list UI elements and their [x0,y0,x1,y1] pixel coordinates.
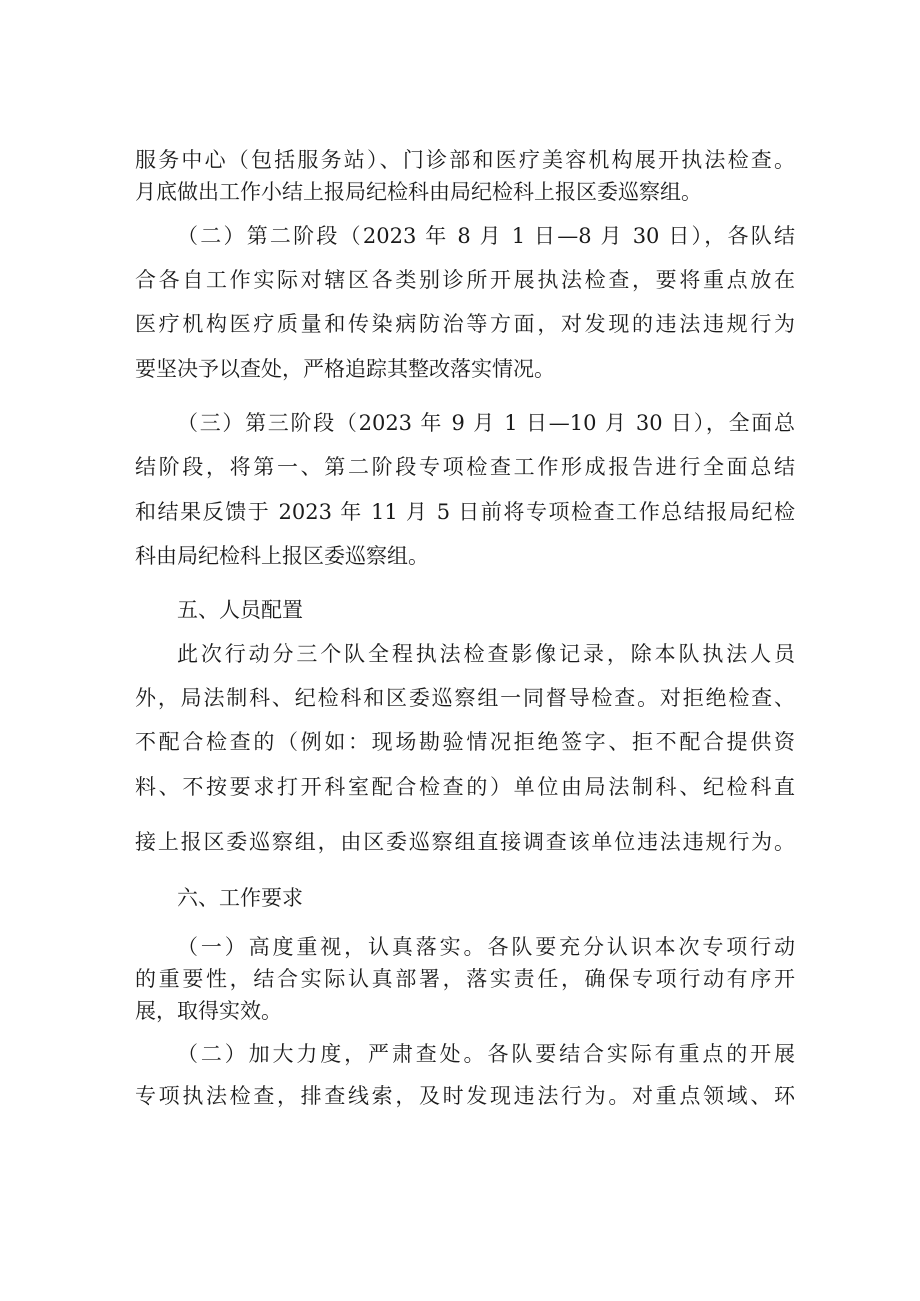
text-line: （一）高度重视，认真落实。各队要充分认识本次专项行动 [177,935,795,959]
text-line: （二）加大力度，严肃查处。各队要结合实际有重点的开展 [177,1042,795,1066]
section-heading: 六、工作要求 [177,886,303,910]
text-line: 服务中心（包括服务站）、门诊部和医疗美容机构展开执法检查。 [135,148,795,172]
text-line: 接上报区委巡察组，由区委巡察组直接调查该单位违法违规行为。 [135,830,795,854]
text-line: 要坚决予以查处，严格追踪其整改落实情况。 [135,357,555,381]
text-line: 月底做出工作小结上报局纪检科由局纪检科上报区委巡察组。 [135,180,702,204]
section-heading: 五、人员配置 [177,598,303,622]
text-line: 此次行动分三个队全程执法检查影像记录，除本队执法人员 [177,642,795,666]
text-line: （二）第二阶段（2023 年 8 月 1 日—8 月 30 日），各队结 [177,224,795,248]
text-line: 科由局纪检科上报区委巡察组。 [135,544,429,568]
text-line: 专项执法检查，排查线索，及时发现违法行为。对重点领域、环 [135,1084,795,1108]
text-line: 外，局法制科、纪检科和区委巡察组一同督导检查。对拒绝检查、 [135,686,795,710]
text-line: 不配合检查的（例如：现场勘验情况拒绝签字、拒不配合提供资 [135,730,795,754]
text-line: 展，取得实效。 [135,999,282,1023]
text-line: 料、不按要求打开科室配合检查的）单位由局法制科、纪检科直 [135,775,795,799]
text-line: 结阶段，将第一、第二阶段专项检查工作形成报告进行全面总结 [135,455,795,479]
text-line: 和结果反馈于 2023 年 11 月 5 日前将专项检查工作总结报局纪检 [135,500,795,524]
text-line: 合各自工作实际对辖区各类别诊所开展执法检查，要将重点放在 [135,268,795,292]
text-line: 的重要性，结合实际认真部署，落实责任，确保专项行动有序开 [135,967,795,991]
text-line: （三）第三阶段（2023 年 9 月 1 日—10 月 30 日），全面总 [177,411,795,435]
text-line: 医疗机构医疗质量和传染病防治等方面，对发现的违法违规行为 [135,312,795,336]
